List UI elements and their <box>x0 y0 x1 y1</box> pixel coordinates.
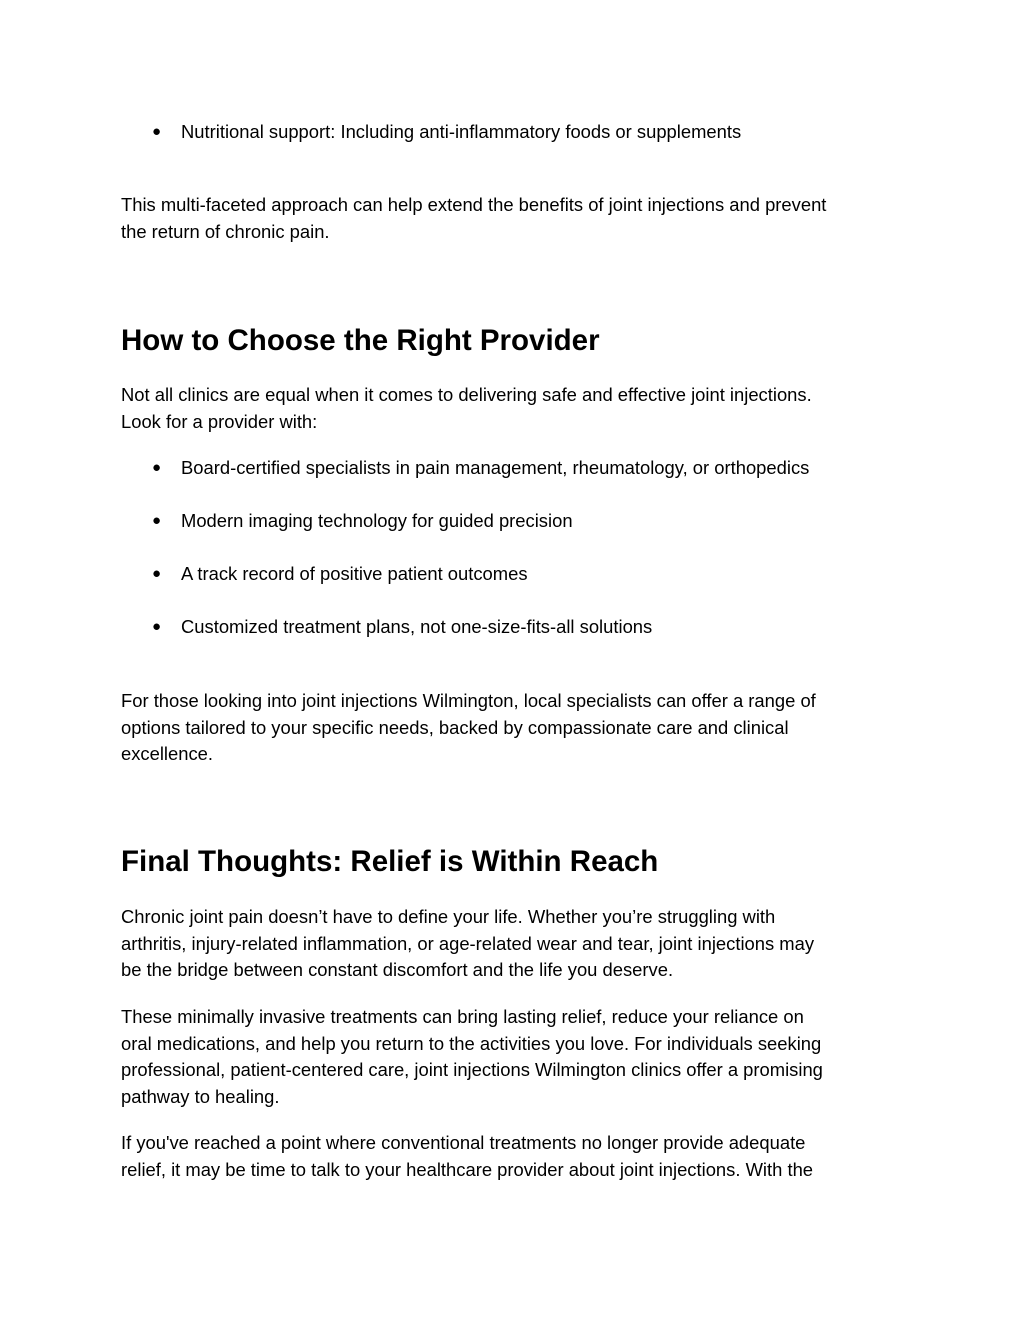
paragraph-line: These minimally invasive treatments can bring lasting relief, reduce your reliance on <box>121 1006 804 1027</box>
provider-paragraph <box>121 382 911 435</box>
provider-closing-paragraph <box>121 688 911 768</box>
bullet-icon: ● <box>152 512 162 529</box>
paragraph-line: professional, patient-centered care, joint injections Wilmington clinics offer a promising <box>121 1059 823 1080</box>
list-item <box>0 614 1024 641</box>
bullet-icon: ● <box>152 123 162 140</box>
paragraph-line: Look for a provider with: <box>121 410 318 432</box>
paragraph-line: be the bridge between constant discomfort and the life you deserve. <box>121 959 674 980</box>
list-item <box>0 455 1024 482</box>
paragraph-line: arthritis, injury-related inflammation, or age-related wear and tear, joint injections may <box>121 932 815 954</box>
paragraph-line: This multi-faceted approach can help extend the benefits of joint injections and prevent <box>121 194 827 215</box>
list-item <box>0 561 1024 588</box>
final-paragraph-1 <box>121 904 911 984</box>
section-heading-provider: How to Choose the Right Provider <box>121 324 600 357</box>
paragraph-line: relief, it may be time to talk to your healthcare provider about joint injections. With the <box>121 1158 814 1180</box>
list-item-text: A track record of positive patient outcomes <box>181 563 528 584</box>
bullet-icon: ● <box>152 459 162 476</box>
bullet-icon: ● <box>152 618 162 635</box>
list-item-text: Modern imaging technology for guided precision <box>181 510 573 531</box>
list-item-text: Customized treatment plans, not one-size-fits-all solutions <box>181 616 653 637</box>
paragraph-line: If you've reached a point where conventional treatments no longer provide adequate <box>121 1132 806 1153</box>
list-item <box>0 119 1024 146</box>
paragraph-line: Chronic joint pain doesn’t have to define your life. Whether you’re struggling with <box>121 906 776 927</box>
paragraph-line: pathway to healing. <box>121 1085 280 1107</box>
paragraph-line: the return of chronic pain. <box>121 220 330 242</box>
list-item-text: Board-certified specialists in pain management, rheumatology, or orthopedics <box>181 457 810 478</box>
final-paragraph-2 <box>121 1004 911 1110</box>
paragraph-line: options tailored to your specific needs, backed by compassionate care and clinical <box>121 716 789 738</box>
paragraph-line: excellence. <box>121 743 214 764</box>
section-heading-final: Final Thoughts: Relief is Within Reach <box>121 845 659 878</box>
paragraph-line: For those looking into joint injections Wilmington, local specialists can offer a range of <box>121 690 816 711</box>
paragraph-line: oral medications, and help you return to the activities you love. For individuals seeking <box>121 1032 822 1054</box>
bullet-icon: ● <box>152 565 162 582</box>
list-item-text: Nutritional support: Including anti-inflammatory foods or supplements <box>181 121 742 142</box>
intro-paragraph <box>121 192 911 245</box>
paragraph-line: Not all clinics are equal when it comes to delivering safe and effective joint injections. <box>121 384 812 405</box>
final-paragraph-3 <box>121 1130 911 1183</box>
list-item <box>0 508 1024 535</box>
